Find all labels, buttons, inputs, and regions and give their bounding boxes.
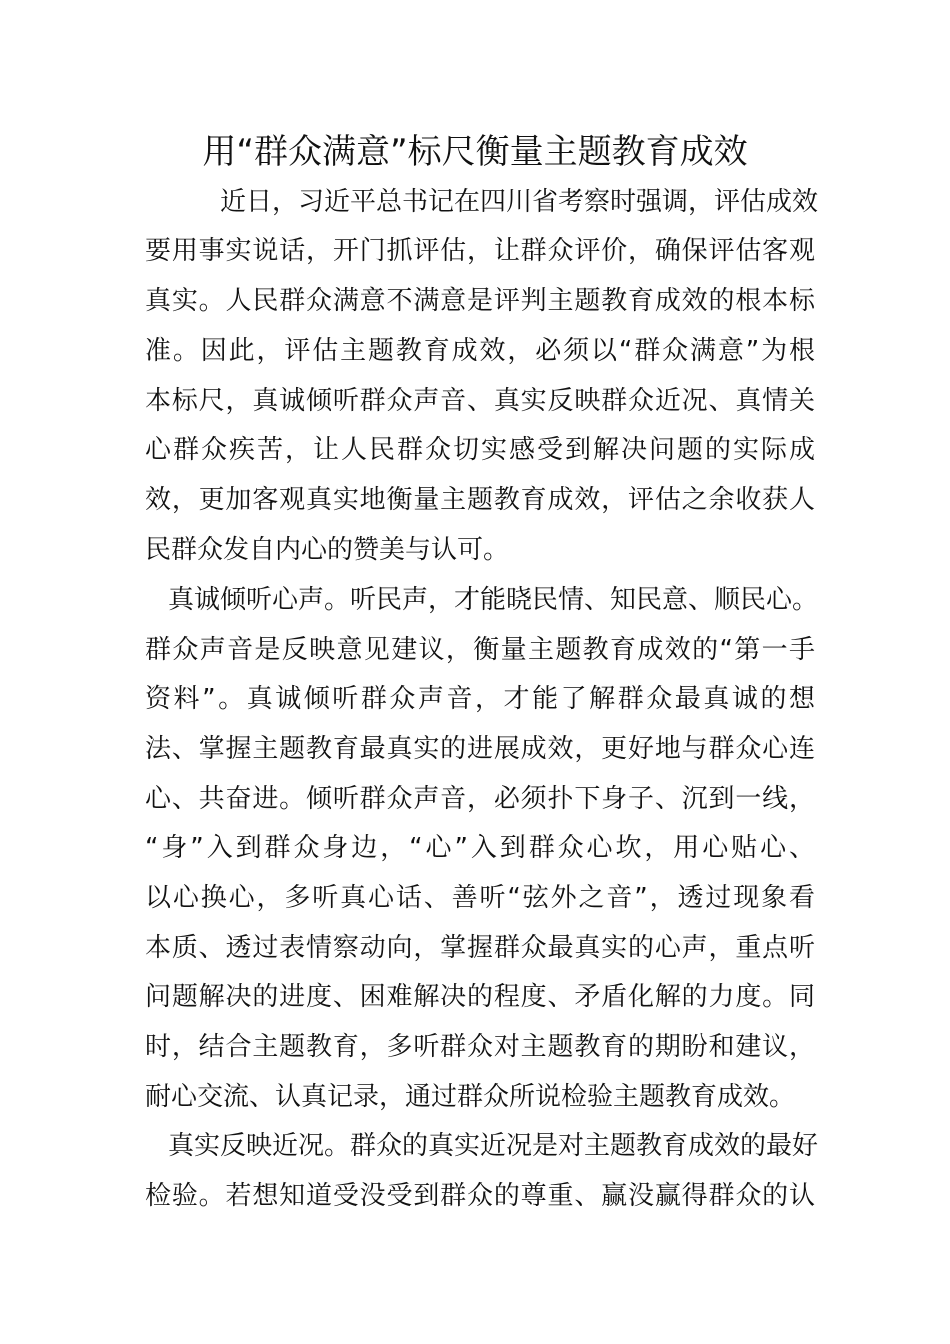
paragraph-2-line-7: 以心换心，多听真心话、善听“弦外之音”，透过现象看 — [145, 883, 815, 913]
paragraph-2-line-2: 群众声音是反映意见建议，衡量主题教育成效的“第一手 — [145, 635, 815, 665]
paragraph-1-line-7: 效，更加客观真实地衡量主题教育成效，评估之余收获人 — [145, 485, 815, 515]
paragraph-1-line-3: 真实。人民群众满意不满意是评判主题教育成效的根本标 — [145, 286, 815, 316]
paragraph-2-line-5: 心、共奋进。倾听群众声音，必须扑下身子、沉到一线， — [145, 784, 815, 814]
paragraph-3-line-2: 检验。若想知道受没受到群众的尊重、赢没赢得群众的认 — [145, 1181, 815, 1211]
paragraph-1-line-6: 心群众疾苦，让人民群众切实感受到解决问题的实际成 — [145, 435, 815, 465]
paragraph-1-line-8: 民群众发自内心的赞美与认可。 — [145, 535, 510, 565]
paragraph-1-line-2: 要用事实说话，开门抓评估，让群众评价，确保评估客观 — [145, 236, 815, 266]
paragraph-2-line-11: 耐心交流、认真记录，通过群众所说检验主题教育成效。 — [145, 1082, 796, 1112]
paragraph-2-line-8: 本质、透过表情察动向，掌握群众最真实的心声，重点听 — [145, 933, 815, 963]
paragraph-2-line-4: 法、掌握主题教育最真实的进展成效，更好地与群众心连 — [145, 734, 815, 764]
paragraph-1-line-5: 本标尺，真诚倾听群众声音、真实反映群众近况、真情关 — [145, 386, 815, 416]
paragraph-2-line-9: 问题解决的进度、困难解决的程度、矛盾化解的力度。同 — [145, 982, 815, 1012]
document-title: 用“群众满意”标尺衡量主题教育成效 — [202, 132, 748, 172]
paragraph-2-line-3: 资料”。真诚倾听群众声音，才能了解群众最真诚的想 — [145, 684, 815, 714]
paragraph-1-line-4: 准。因此，评估主题教育成效，必须以“群众满意”为根 — [145, 336, 815, 366]
paragraph-3-line-1: 真实反映近况。群众的真实近况是对主题教育成效的最好 — [168, 1131, 819, 1161]
paragraph-2-line-1: 真诚倾听心声。听民声，才能晓民情、知民意、顺民心。 — [168, 585, 819, 615]
paragraph-1-line-1: 近日，习近平总书记在四川省考察时强调，评估成效 — [220, 187, 819, 217]
paragraph-2-line-6: “身”入到群众身边，“心”入到群众心坎，用心贴心、 — [145, 833, 815, 863]
paragraph-2-line-10: 时，结合主题教育，多听群众对主题教育的期盼和建议， — [145, 1032, 815, 1062]
